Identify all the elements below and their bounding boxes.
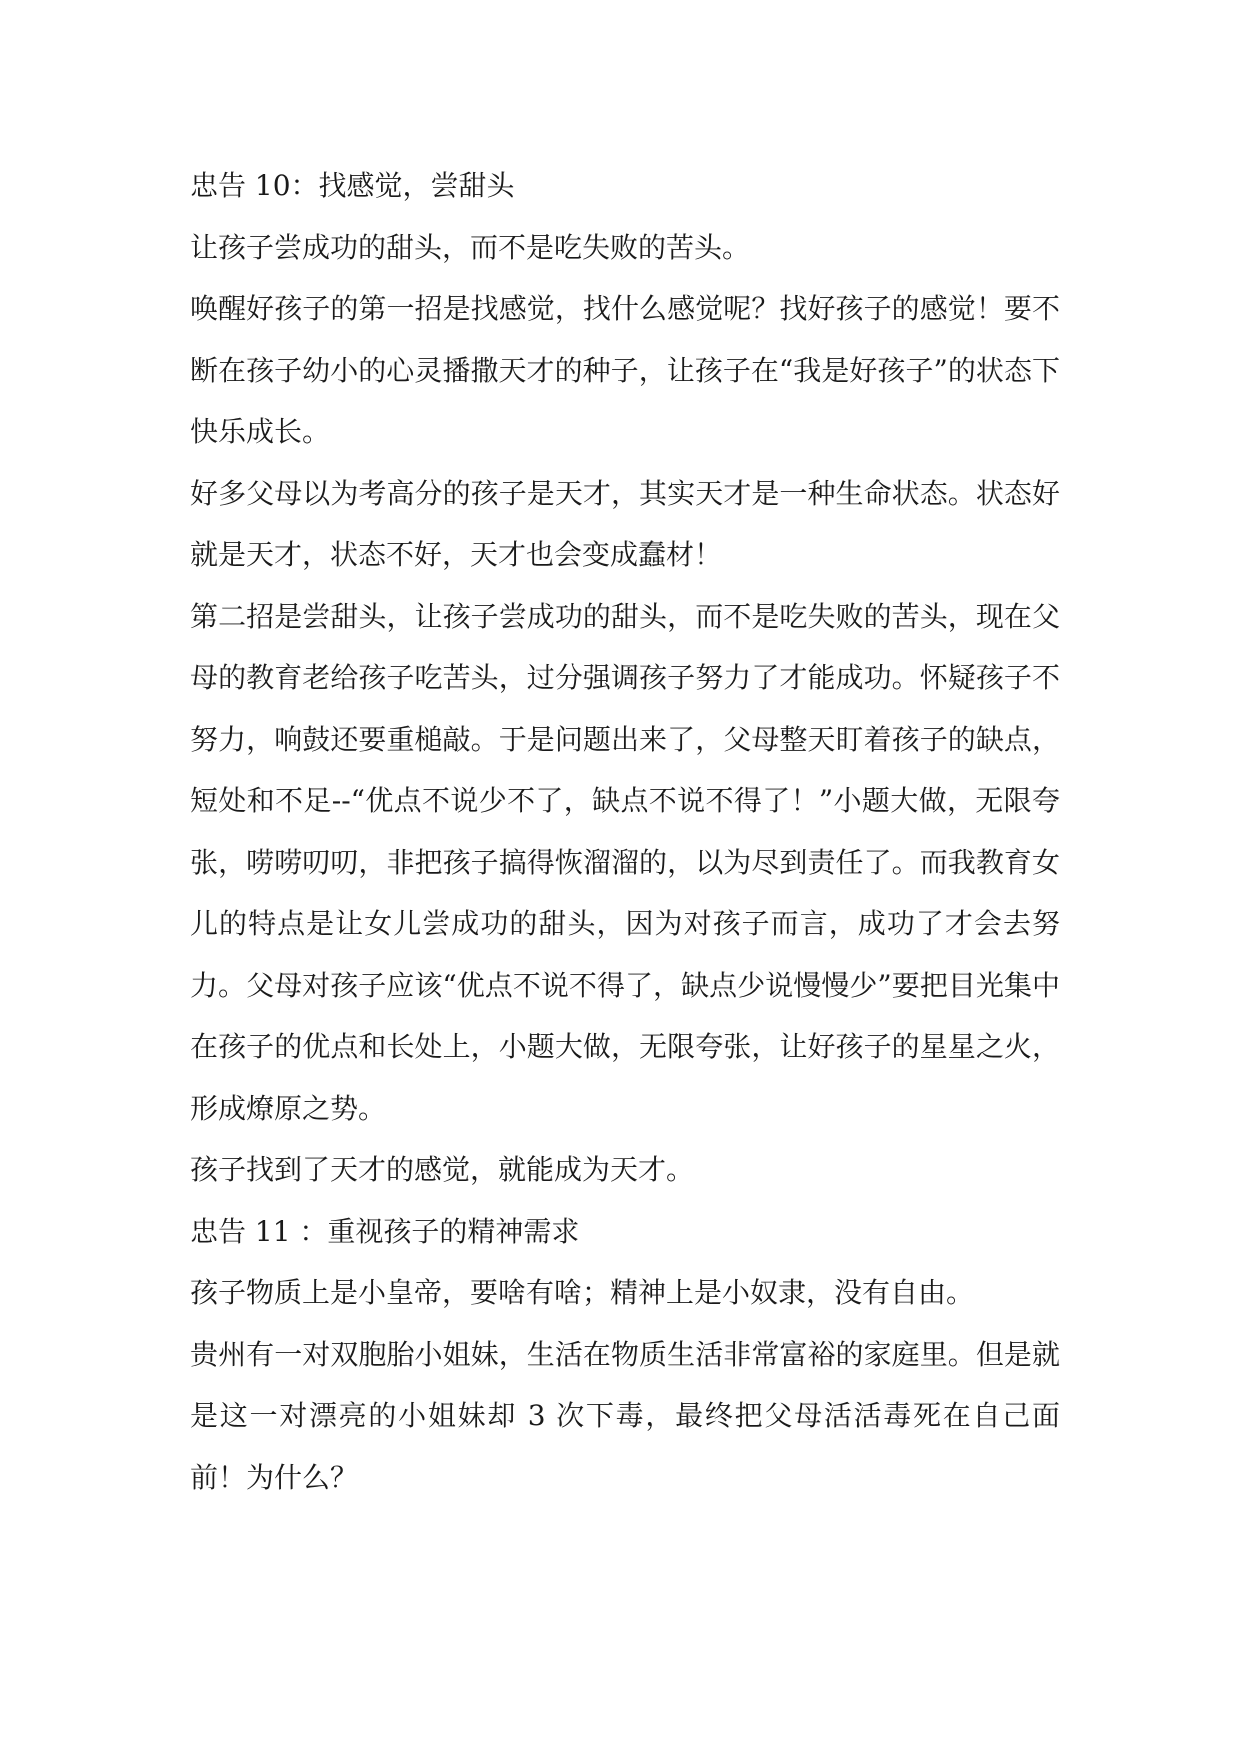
paragraph: 孩子物质上是小皇帝，要啥有啥；精神上是小奴隶，没有自由。 (190, 1276, 975, 1309)
paragraph: 让孩子尝成功的甜头，而不是吃失败的苦头。 (190, 230, 751, 264)
paragraph: 孩子找到了天才的感觉，就能成为天才。 (190, 1153, 695, 1186)
paragraph: 唤醒好孩子的第一招是找感觉，找什么感觉呢？找好孩子的感觉！要不断在孩子幼小的心灵播撒天才的种子，让孩子在“我是好孩子”的状态下快乐成长。 (190, 292, 1060, 448)
paragraph: 贵州有一对双胞胎小姐妹，生活在物质生活非常富裕的家庭里。但是就是这一对漂亮的小姐妹却 3 次下毒，最终把父母活活毒死在自己面前！为什么？ (190, 1337, 1060, 1494)
paragraph: 第二招是尝甜头，让孩子尝成功的甜头，而不是吃失败的苦头，现在父母的教育老给孩子吃苦头，过分强调孩子努力了才能成功。怀疑孩子不努力，响鼓还要重槌敲。于是问题出来了，父母整天盯着孩子的缺点，短处和不足--“优点不说少不了，缺点不说不得了！”小题大做，无限夸张，唠唠叨叨，非把孩子搞得恢溜溜的，以为尽到责任了。而我教育女儿的特点是让女儿尝成功的甜头，因为对孩子而言，成功了才会去努力。父母对孩子应该“优点不说不得了，缺点少说慢慢少”要把目光集中在孩子的优点和长处上，小题大做，无限夸张，让好孩子的星星之火，形成燎原之势。 (190, 599, 1060, 1125)
document-body (190, 155, 1060, 1508)
heading-advice-10: 忠告 10：找感觉，尝甜头 (190, 169, 515, 202)
paragraph: 好多父母以为考高分的孩子是天才，其实天才是一种生命状态。状态好就是天才，状态不好，天才也会变成蠢材！ (190, 476, 1060, 571)
heading-advice-11: 忠告 11 ：重视孩子的精神需求 (190, 1214, 580, 1248)
